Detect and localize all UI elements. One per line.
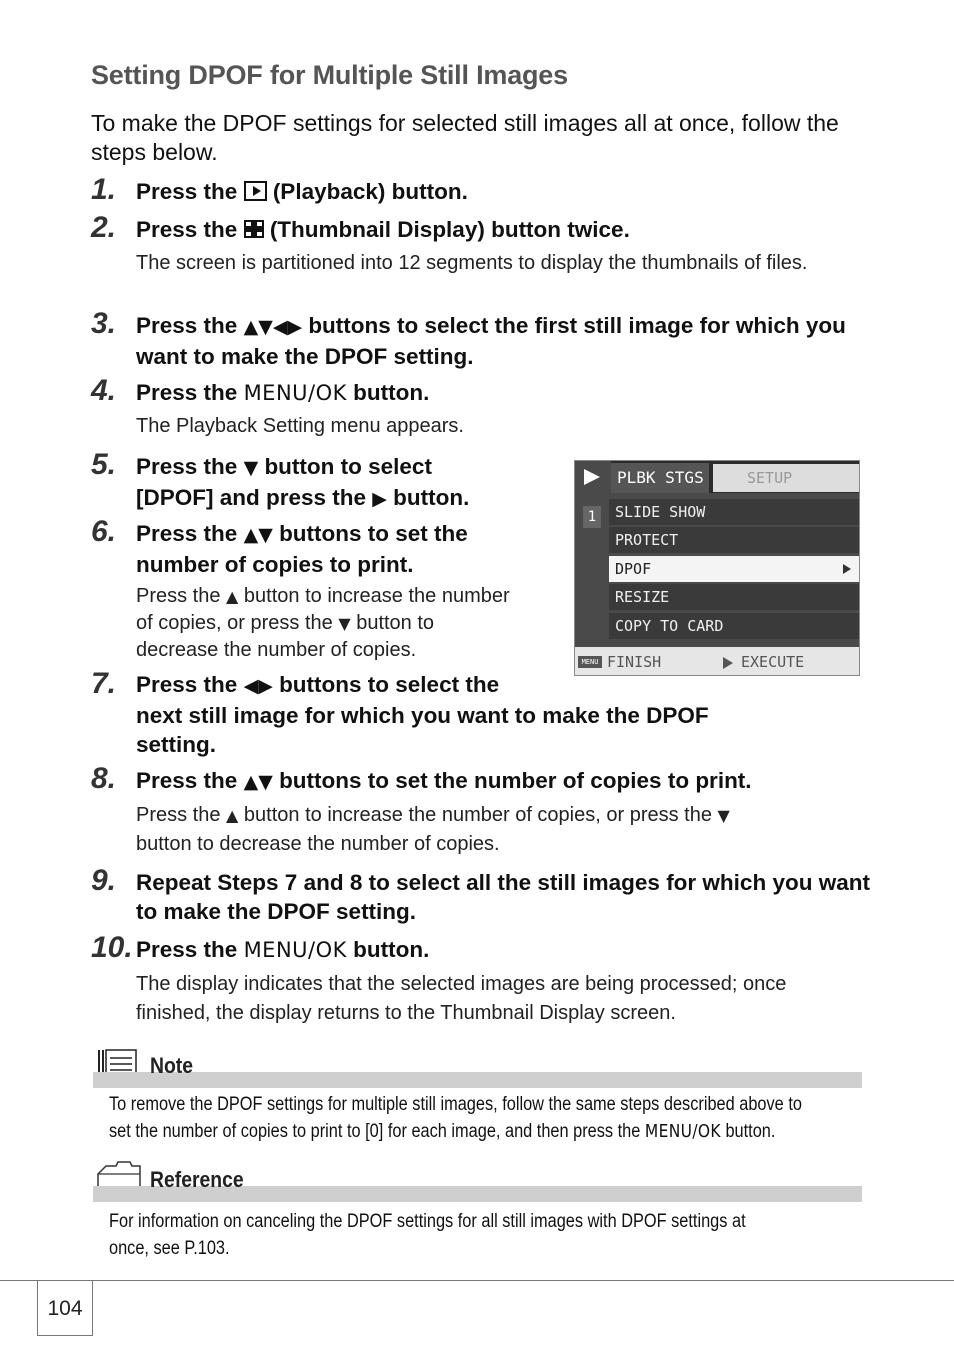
step-5-number: 5.	[91, 448, 117, 481]
left-arrow-icon: ◀	[272, 316, 288, 338]
left-arrow-icon: ◀	[243, 675, 259, 697]
up-arrow-icon: ▲	[226, 806, 239, 825]
playback-icon	[244, 181, 267, 201]
step-8-description: Press the ▲ button to increase the number of copies, or press the ▼ button to decrease the number of copies.	[136, 804, 730, 855]
step-4-number: 4.	[91, 374, 117, 407]
step-7-number: 7.	[91, 667, 117, 700]
camera-menu-item: SLIDE SHOW	[609, 499, 859, 525]
menu-badge-icon: MENU	[578, 656, 602, 668]
step-3-number: 3.	[91, 307, 117, 340]
step-1-number: 1.	[91, 173, 117, 206]
tab-playback-settings: PLBK STGS	[611, 463, 709, 493]
step-2-number: 2.	[91, 211, 117, 244]
down-arrow-icon: ▼	[258, 524, 273, 546]
menu-ok-label: MENU/OK	[243, 938, 347, 962]
right-arrow-icon: ▶	[372, 488, 387, 510]
menu-ok-label: MENU/OK	[243, 381, 347, 405]
step-1-text: Press the (Playback) button.	[136, 179, 468, 204]
camera-menu-item: COPY TO CARD	[609, 613, 859, 639]
step-3-text: Press the ▲▼◀▶ buttons to select the first still image for which you want to make the DPOF setting.	[136, 313, 846, 369]
thumbnail-icon	[244, 220, 264, 238]
tab-setup: SETUP	[713, 464, 859, 492]
camera-finish-label: FINISH	[607, 653, 662, 671]
step-4-description: The Playback Setting menu appears.	[136, 415, 464, 437]
step-2-text: Press the (Thumbnail Display) button twice.	[136, 217, 630, 242]
step-10-number: 10.	[91, 931, 133, 964]
step-8-text: Press the ▲▼ buttons to set the number of copies to print.	[136, 768, 752, 793]
note-header-bar	[93, 1072, 862, 1088]
step-6-number: 6.	[91, 515, 117, 548]
camera-menu-screen	[574, 460, 860, 676]
right-arrow-icon	[723, 657, 733, 669]
step-10-description: The display indicates that the selected images are being processed; once finished, the display returns to the Thumbnail Display screen.	[136, 973, 787, 1024]
step-8-number: 8.	[91, 762, 117, 795]
right-arrow-icon: ▶	[287, 316, 303, 338]
step-7-text: Press the ◀▶ buttons to select the next still image for which you want to make the DPOF setting.	[136, 672, 709, 757]
camera-menu-item-selected: DPOF	[609, 556, 859, 582]
camera-page-indicator: 1	[583, 506, 601, 528]
playback-tab-icon	[575, 461, 611, 493]
section-title: Setting DPOF for Multiple Still Images	[91, 60, 568, 90]
up-arrow-icon: ▲	[243, 524, 259, 546]
up-arrow-icon: ▲	[226, 587, 239, 606]
note-heading: Note	[150, 1053, 194, 1078]
note-text: To remove the DPOF settings for multiple still images, follow the same steps described above to set the number of copies to print to [0] for each image, and then press the MENU/OK button.	[109, 1094, 802, 1142]
down-arrow-icon: ▼	[338, 614, 351, 633]
camera-menu-item: RESIZE	[609, 584, 859, 610]
reference-heading: Reference	[150, 1167, 244, 1192]
intro-paragraph: To make the DPOF settings for selected still images all at once, follow the steps below.	[91, 110, 839, 165]
down-arrow-icon: ▼	[717, 806, 730, 825]
step-6-description: Press the ▲ button to increase the number of copies, or press the ▼ button to decrease the number of copies.	[136, 585, 510, 661]
step-5-text: Press the ▼ button to select [DPOF] and press the ▶ button.	[136, 454, 470, 510]
page-number: 104	[37, 1280, 93, 1336]
step-2-description: The screen is partitioned into 12 segments to display the thumbnails of files.	[136, 252, 808, 274]
down-arrow-icon: ▼	[258, 771, 273, 793]
down-arrow-icon: ▼	[243, 457, 259, 479]
down-arrow-icon: ▼	[258, 316, 273, 338]
step-4-text: Press the MENU/OK button.	[136, 380, 430, 405]
right-arrow-icon	[843, 564, 851, 574]
step-6-text: Press the ▲▼ buttons to set the number of copies to print.	[136, 521, 468, 577]
camera-menu-item: PROTECT	[609, 527, 859, 553]
step-9-number: 9.	[91, 864, 117, 897]
reference-text: For information on canceling the DPOF settings for all still images with DPOF settings at once, see P.103.	[109, 1211, 746, 1259]
step-9-text: Repeat Steps 7 and 8 to select all the still images for which you want to make the DPOF setting.	[136, 870, 870, 924]
footer-rule	[0, 1280, 954, 1281]
menu-ok-label: MENU/OK	[644, 1121, 721, 1142]
up-arrow-icon: ▲	[243, 771, 259, 793]
right-arrow-icon: ▶	[258, 675, 273, 697]
up-arrow-icon: ▲	[243, 316, 259, 338]
step-10-text: Press the MENU/OK button.	[136, 937, 430, 962]
camera-execute-label: EXECUTE	[741, 653, 805, 671]
